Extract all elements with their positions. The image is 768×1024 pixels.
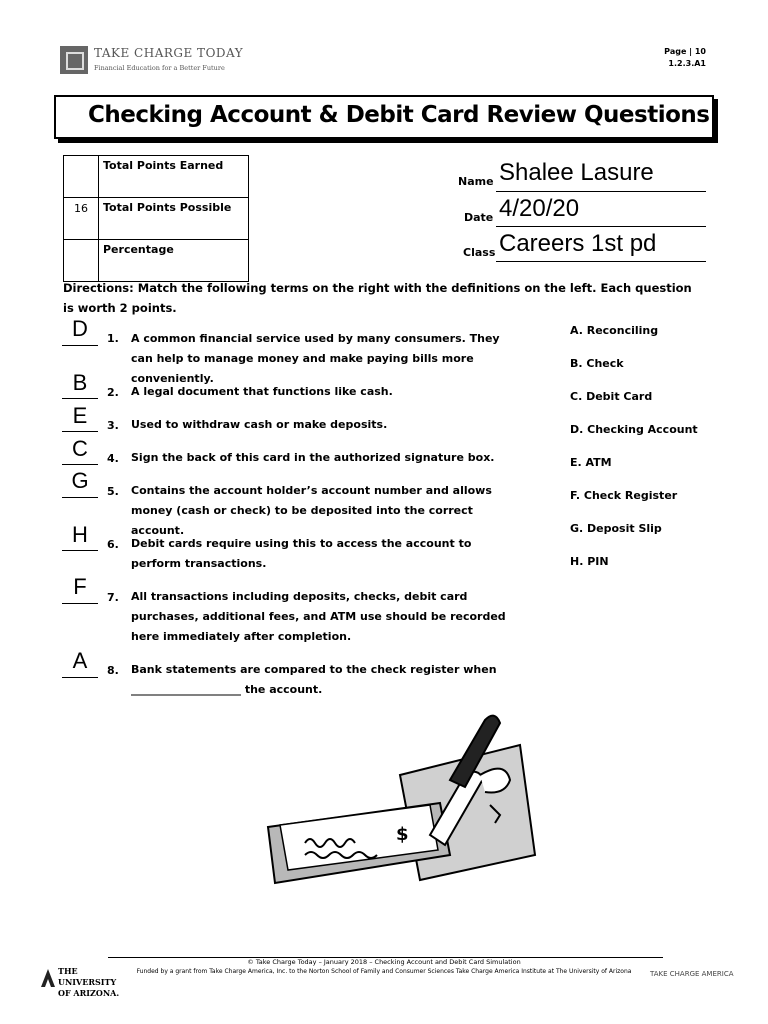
question-number: 6.	[107, 538, 119, 551]
name-field[interactable]: Shalee Lasure	[499, 159, 654, 186]
table-row	[64, 156, 249, 198]
points-cell[interactable]	[64, 156, 99, 198]
option-item: D. Checking Account	[570, 423, 698, 436]
question-text: Debit cards require using this to access the account to perform transactions.	[131, 537, 472, 570]
take-charge-america-logo: TAKE CHARGE AMERICA	[650, 970, 734, 978]
answer-field[interactable]: D	[72, 316, 88, 341]
points-label: Percentage	[99, 240, 249, 282]
answer-field[interactable]: H	[72, 522, 88, 547]
question-text: Contains the account holder’s account number and allows money (cash or check) to be deposited into the correct account.	[131, 484, 492, 537]
points-label: Total Points Possible	[99, 198, 249, 240]
question-number: 2.	[107, 386, 119, 399]
answer-blank	[62, 550, 98, 551]
question-number: 5.	[107, 485, 119, 498]
question-text: A common financial service used by many consumers. They can help to manage money and make paying bills more conveniently.	[131, 332, 500, 385]
answer-field[interactable]: F	[73, 574, 87, 599]
university-logo-text: THE UNIVERSITY OF ARIZONA.	[58, 966, 120, 998]
table-row	[64, 240, 249, 282]
option-item: A. Reconciling	[570, 324, 659, 337]
class-field[interactable]: Careers 1st pd	[499, 230, 657, 257]
page-code: 1.2.3.A1	[668, 59, 706, 68]
option-item: B. Check	[570, 357, 624, 370]
answer-field[interactable]: E	[72, 403, 88, 428]
name-line	[496, 191, 706, 192]
option-item: F. Check Register	[570, 489, 678, 502]
class-line	[496, 261, 706, 262]
question-text: All transactions including deposits, checks, debit card purchases, additional fees, and ATM use should be recorded here immediately after completion.	[131, 590, 506, 643]
answer-field[interactable]: B	[72, 370, 88, 395]
svg-text:$: $	[396, 824, 409, 845]
logo-title: TAKE CHARGE TODAY	[94, 46, 244, 60]
points-label: Total Points Earned	[99, 156, 249, 198]
answer-blank	[62, 677, 98, 678]
question-text: A legal document that functions like cash.	[131, 385, 393, 398]
question-number: 7.	[107, 591, 119, 604]
page-number	[664, 46, 706, 70]
question-number: 4.	[107, 452, 119, 465]
option-item: C. Debit Card	[570, 390, 653, 403]
date-field[interactable]: 4/20/20	[499, 195, 580, 222]
answer-blank	[62, 464, 98, 465]
page-label: Page | 10	[664, 47, 706, 56]
points-table	[63, 155, 249, 282]
answer-blank	[62, 431, 98, 432]
check-signing-clipart-icon	[250, 705, 550, 895]
logo-subtitle: Financial Education for a Better Future	[94, 64, 225, 72]
university-of-arizona-logo-icon	[40, 968, 56, 988]
question-text: Bank statements are compared to the check register when ____________________ the account.	[131, 663, 497, 696]
page-title: Checking Account & Debit Card Review Questions	[88, 102, 710, 128]
answer-field[interactable]: G	[71, 468, 89, 493]
points-cell[interactable]	[64, 240, 99, 282]
question-number: 3.	[107, 419, 119, 432]
question-number: 8.	[107, 664, 119, 677]
answer-blank	[62, 603, 98, 604]
name-label: Name	[458, 175, 494, 188]
directions: Directions: Match the following terms on the right with the definitions on the left. Each question is worth 2 points.	[63, 281, 692, 315]
class-label: Class	[463, 246, 496, 259]
date-label: Date	[464, 211, 494, 224]
question-text: Used to withdraw cash or make deposits.	[131, 418, 388, 431]
date-line	[496, 226, 706, 227]
points-cell[interactable]: 16	[64, 198, 99, 240]
answer-blank	[62, 345, 98, 346]
footer-funding: Funded by a grant from Take Charge America, Inc. to the Norton School of Family and Consumer Sciences Take Charge America Institute at The University of Arizona	[136, 968, 632, 975]
option-item: G. Deposit Slip	[570, 522, 662, 535]
answer-blank	[62, 398, 98, 399]
answer-blank	[62, 497, 98, 498]
option-item: E. ATM	[570, 456, 612, 469]
table-row	[64, 198, 249, 240]
answer-field[interactable]: A	[72, 648, 88, 673]
answer-field[interactable]: C	[72, 436, 88, 461]
question-text: Sign the back of this card in the authorized signature box.	[131, 451, 495, 464]
footer-copyright: © Take Charge Today – January 2018 – Checking Account and Debit Card Simulation	[247, 958, 521, 966]
take-charge-today-logo-icon	[60, 46, 88, 74]
question-number: 1.	[107, 332, 119, 345]
option-item: H. PIN	[570, 555, 609, 568]
